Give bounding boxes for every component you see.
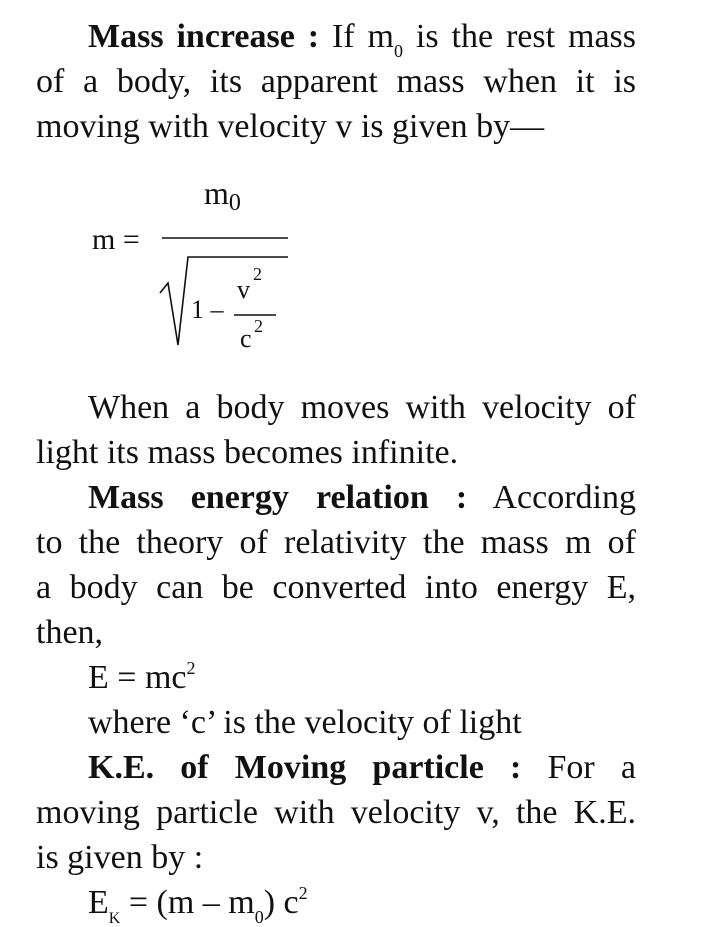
relativistic-mass-formula — [36, 149, 636, 385]
radical-sign — [160, 257, 288, 345]
mass-increase-text-a: If m — [319, 18, 394, 55]
ek-middle: = (m – m — [120, 884, 255, 921]
emc-exponent: 2 — [186, 658, 196, 678]
kinetic-energy-formula — [36, 880, 636, 925]
numerator-subscript: 0 — [228, 190, 241, 216]
infinite-mass-line-2: light its mass becomes infinite. — [36, 434, 459, 471]
formula-lhs: m = — [92, 223, 140, 256]
velocity-of-light-note: where ‘c’ is the velocity of light — [88, 704, 522, 741]
c-exponent: 2 — [254, 316, 263, 336]
ek-exponent: 2 — [298, 883, 308, 903]
ek-e: E — [88, 884, 109, 921]
kinetic-energy-paragraph — [36, 745, 636, 880]
mass-energy-line-3: a body can be converted into energy E, — [36, 569, 636, 606]
mass-increase-line-1 — [36, 14, 636, 59]
kinetic-energy-text-a: For a — [521, 749, 636, 786]
infinite-mass-line-1: When a body moves with velocity of — [88, 389, 636, 426]
mass-energy-line-2: to the theory of relativity the mass m of — [36, 524, 636, 561]
mass-increase-line-3: moving with velocity v is given by— — [36, 108, 545, 145]
mass-energy-paragraph — [36, 475, 636, 655]
m0-subscript: 0 — [254, 907, 264, 927]
mass-energy-formula — [36, 655, 636, 700]
v-exponent: 2 — [253, 264, 262, 284]
mass-increase-line-2: of a body, its apparent mass when it is — [36, 63, 636, 100]
infinite-mass-paragraph — [36, 385, 636, 475]
numerator-m: m — [204, 175, 229, 211]
kinetic-energy-heading: K.E. of Moving particle : — [88, 749, 522, 786]
mass-energy-heading: Mass energy relation : — [88, 479, 468, 516]
ek-subscript: K — [108, 910, 121, 927]
rest-mass-subscript: 0 — [394, 41, 403, 61]
ek-close: ) c — [263, 884, 299, 921]
kinetic-energy-line-1 — [36, 745, 636, 790]
mass-increase-paragraph — [36, 14, 636, 149]
kinetic-energy-line-2: moving particle with velocity v, the K.E. — [36, 794, 636, 831]
mass-energy-line-1 — [36, 475, 636, 520]
inner-c: c — [240, 324, 252, 353]
document-page — [36, 14, 636, 925]
mass-increase-heading: Mass increase : — [88, 18, 320, 55]
mass-energy-text-a: According — [467, 479, 636, 516]
one-minus: 1 – — [191, 295, 224, 324]
kinetic-energy-line-3: is given by : — [36, 839, 204, 876]
inner-v: v — [237, 275, 250, 304]
mass-energy-line-4: then, — [36, 614, 104, 651]
emc-text: E = mc — [88, 659, 187, 696]
mass-increase-text-b: is the rest mass — [403, 18, 636, 55]
